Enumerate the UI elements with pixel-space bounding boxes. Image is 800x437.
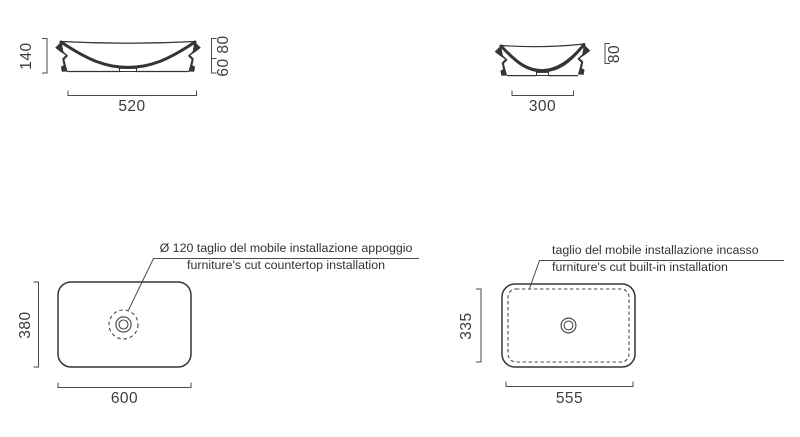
plan-builtin-drawing [502,261,784,368]
countertop-height-dim-label: 380 [16,310,34,339]
builtin-note-line-english: furniture's cut built-in installation [552,260,728,274]
plan-builtin-dimensions [476,289,633,387]
builtin-width-dim-label: 555 [555,390,584,407]
plan-countertop-drawing [58,259,419,368]
side-drain-outline [537,72,549,75]
front-edge-heights-dim-label: 60 80 [215,34,232,77]
countertop-note-line-english: furniture's cut countertop installation [187,258,385,272]
builtin-drain-inner-circle [564,321,573,330]
side-height-dim-label: 80 [606,44,623,63]
front-view-drawing [55,42,201,72]
countertop-cut-dashed-circle [109,310,138,339]
countertop-installation-note [153,240,419,274]
front-drain-outline [120,68,137,71]
builtin-cut-dashed-rect [508,289,629,362]
countertop-drain-outer-circle [116,317,131,332]
front-height-dim-bracket [42,39,47,74]
plan-countertop-dimensions [34,282,192,388]
countertop-width-dim-bracket [58,383,191,388]
front-bowl-silhouette [61,42,195,68]
builtin-width-dim-bracket [506,382,633,387]
side-width-dim-bracket [512,91,574,96]
front-height-dim-label: 140 [18,42,35,70]
side-view-dimensions [512,44,610,96]
side-width-dim-label: 300 [528,98,557,115]
builtin-height-dim-bracket [476,289,481,362]
countertop-note-line-italian: Ø 120 taglio del mobile installazione appoggio [159,241,413,255]
countertop-drain-inner-circle [119,320,128,329]
builtin-height-dim-label: 335 [457,311,475,340]
side-bowl-silhouette [501,45,584,72]
builtin-drain-outer-circle [561,318,576,333]
front-rim-top-edge [61,42,195,44]
plan-countertop-basin-outline [58,282,191,367]
side-rim-top-edge [501,44,584,47]
side-view-drawing [495,44,591,76]
front-width-dim-bracket [68,91,197,96]
plan-builtin-basin-outline [502,284,635,367]
countertop-width-dim-label: 600 [110,390,139,407]
builtin-installation-note [552,242,759,276]
builtin-note-line-italian: taglio del mobile installazione incasso [552,243,759,257]
front-width-dim-label: 520 [118,98,146,115]
